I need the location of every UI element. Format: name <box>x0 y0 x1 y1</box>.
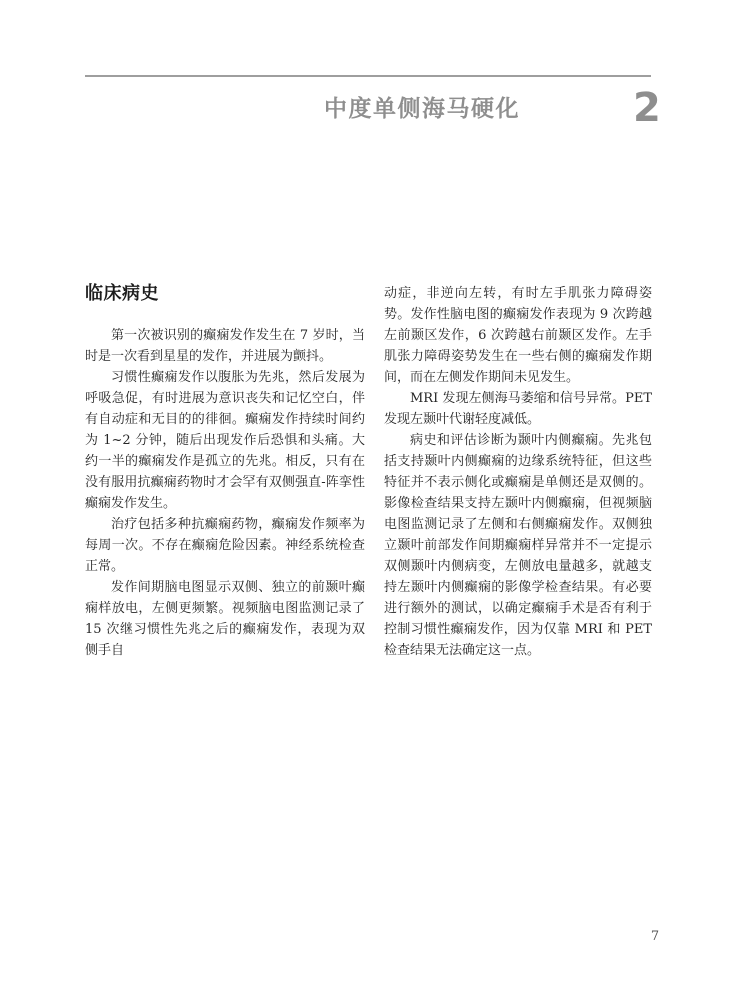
body-paragraph: 习惯性癫痫发作以腹胀为先兆，然后发展为呼吸急促，有时进展为意识丧失和记忆空白，伴有自动症和无目的的徘徊。癫痫发作持续时间约为 1~2 分钟，随后出现发作后恐惧和头痛。大约一半的癫痫发作是孤立的先兆。相反，只有在没有服用抗癫痫药物时才会罕有双侧强直-阵挛性癫痫发作发生。 <box>85 370 365 511</box>
body-paragraph: MRI 发现左侧海马萎缩和信号异常。PET 发现左颞叶代谢轻度减低。 <box>384 391 652 427</box>
chapter-number: 2 <box>633 85 661 131</box>
chapter-title: 中度单侧海马硬化 <box>324 96 520 122</box>
page-number: 7 <box>650 929 660 944</box>
body-paragraph: 动症，非逆向左转，有时左手肌张力障碍姿势。发作性脑电图的癫痫发作表现为 9 次跨越左前颞区发作，6 次跨越右前颞区发作。左手肌张力障碍姿势发生在一些右侧的癫痫发作期间，而在左侧发作期间未见发生。 <box>384 286 652 385</box>
body-paragraph: 治疗包括多种抗癫痫药物，癫痫发作频率为每周一次。不存在癫痫危险因素。神经系统检查正常。 <box>85 517 365 574</box>
right-column <box>384 283 652 661</box>
body-paragraph: 发作间期脑电图显示双侧、独立的前颞叶癫痫样放电，左侧更频繁。视频脑电图监测记录了 15 次继习惯性先兆之后的癫痫发作，表现为双侧手自 <box>85 580 365 658</box>
header-divider <box>85 75 651 77</box>
body-paragraph: 病史和评估诊断为颞叶内侧癫痫。先兆包括支持颞叶内侧癫痫的边缘系统特征，但这些特征并不表示侧化或癫痫是单侧还是双侧的。影像检查结果支持左颞叶内侧癫痫，但视频脑电图监测记录了左侧和右侧癫痫发作。双侧独立颞叶前部发作间期癫痫样异常并不一定提示双侧颞叶内侧病变，左侧放电量越多，就越支持左颞叶内侧癫痫的影像学检查结果。有必要进行额外的测试，以确定癫痫手术是否有利于控制习惯性癫痫发作，因为仅靠 MRI 和 PET 检查结果无法确定这一点。 <box>384 433 652 658</box>
body-paragraph: 第一次被识别的癫痫发作发生在 7 岁时，当时是一次看到星星的发作，并进展为颤抖。 <box>85 328 365 364</box>
two-column-body <box>85 283 652 661</box>
left-column <box>85 283 365 661</box>
section-heading-clinical-history: 临床病史 <box>85 283 159 304</box>
